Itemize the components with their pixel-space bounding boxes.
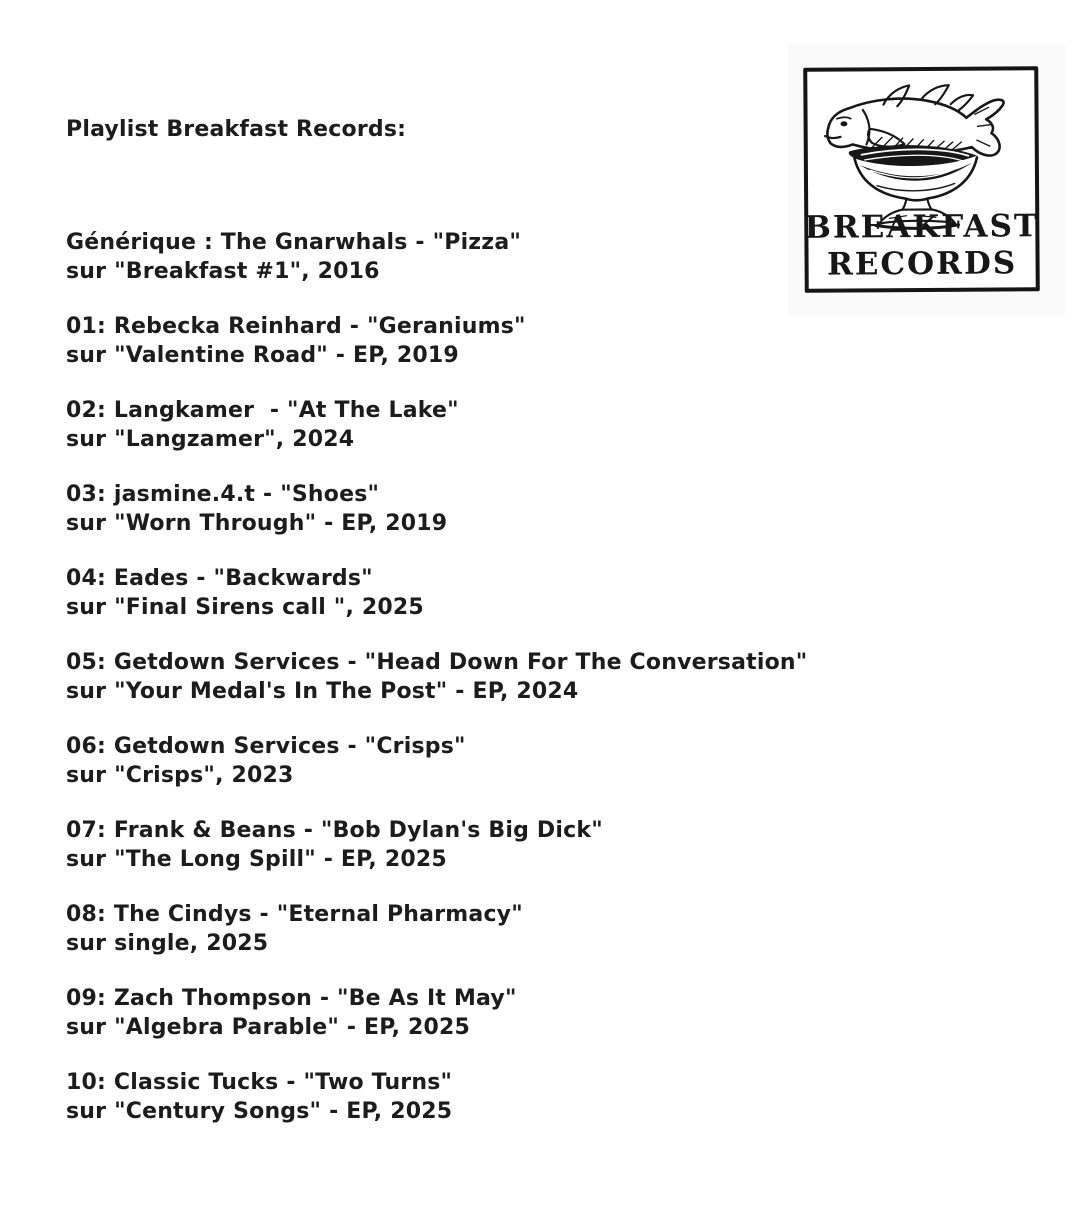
label-logo — [788, 43, 1065, 315]
entry-release: sur "Crisps", 2023 — [66, 763, 294, 788]
entry-artist-track: 03: jasmine.4.t - "Shoes" — [66, 482, 380, 507]
playlist-title: Playlist Breakfast Records: — [66, 117, 407, 142]
entry-artist-track: 01: Rebecka Reinhard - "Geraniums" — [66, 314, 526, 339]
playlist-entry — [66, 816, 1026, 874]
entry-release: sur "Century Songs" - EP, 2025 — [66, 1099, 453, 1124]
logo-text-records: RECORDS — [826, 245, 1018, 283]
playlist-entry — [66, 396, 1026, 454]
playlist-entry — [66, 480, 1026, 538]
entry-release: sur "Your Medal's In The Post" - EP, 2024 — [66, 679, 579, 704]
entry-artist-track: 07: Frank & Beans - "Bob Dylan's Big Dick" — [66, 818, 603, 843]
logo-box — [803, 66, 1040, 293]
entry-artist-track: 09: Zach Thompson - "Be As It May" — [66, 986, 517, 1011]
playlist-entry — [66, 312, 1026, 370]
entry-artist-track: 08: The Cindys - "Eternal Pharmacy" — [66, 902, 523, 927]
logo-wordmark — [805, 208, 1040, 284]
entry-release: sur single, 2025 — [66, 931, 269, 956]
entry-release: sur "Algebra Parable" - EP, 2025 — [66, 1015, 471, 1040]
playlist-entry — [66, 900, 1026, 958]
playlist-entry — [66, 984, 1026, 1042]
entry-artist-track: 05: Getdown Services - "Head Down For The Conversation" — [66, 650, 808, 675]
entry-release: sur "Breakfast #1", 2016 — [66, 259, 380, 284]
logo-text-breakfast: BREAKFAST — [804, 208, 1040, 246]
playlist-entry — [66, 732, 1026, 790]
playlist-entry — [66, 648, 1026, 706]
playlist-entry — [66, 564, 1026, 622]
entry-artist-track: 02: Langkamer - "At The Lake" — [66, 398, 459, 423]
entry-release: sur "Langzamer", 2024 — [66, 427, 355, 452]
entry-release: sur "Worn Through" - EP, 2019 — [66, 511, 448, 536]
entry-artist-track: 04: Eades - "Backwards" — [66, 566, 373, 591]
entry-release: sur "Final Sirens call ", 2025 — [66, 595, 424, 620]
entry-artist-track: Générique : The Gnarwhals - "Pizza" — [66, 230, 522, 255]
entry-artist-track: 06: Getdown Services - "Crisps" — [66, 734, 466, 759]
entry-release: sur "The Long Spill" - EP, 2025 — [66, 847, 447, 872]
playlist-entry — [66, 1068, 1026, 1126]
entry-artist-track: 10: Classic Tucks - "Two Turns" — [66, 1070, 453, 1095]
entry-release: sur "Valentine Road" - EP, 2019 — [66, 343, 459, 368]
fish-on-pedestal-bowl-icon — [811, 74, 1031, 214]
playlist-entries — [66, 228, 1026, 1126]
